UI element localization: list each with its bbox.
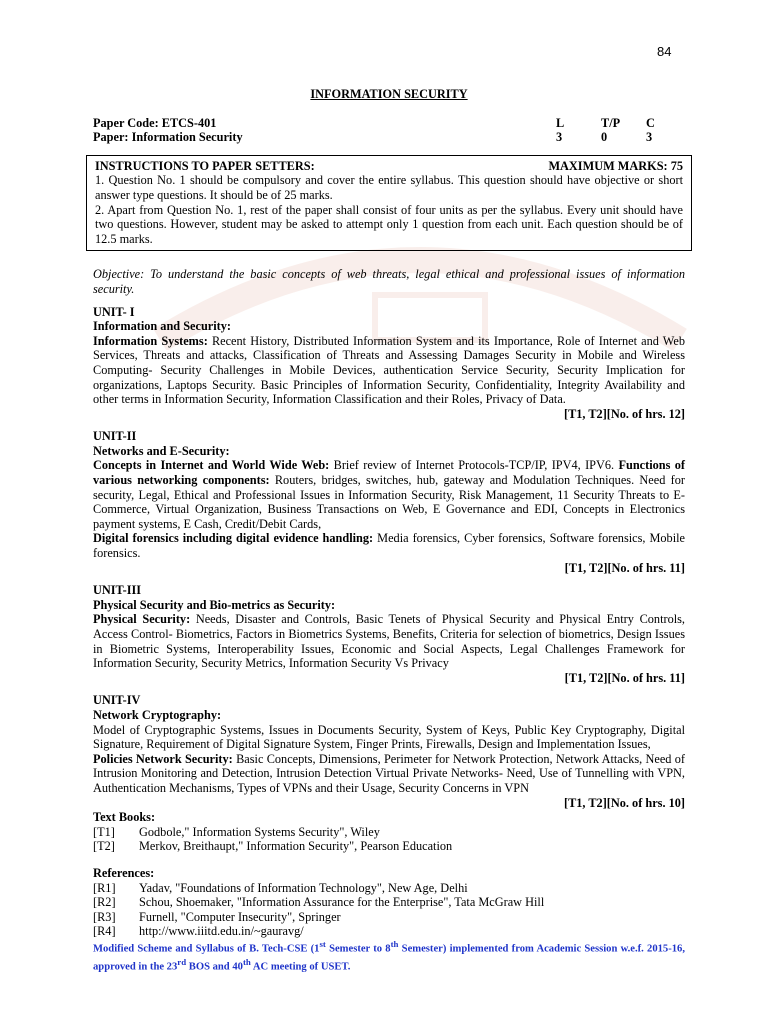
footer-sup: st [319,939,326,949]
syllabus-content [93,87,685,939]
footer-text: BOS and 40 [186,961,243,973]
col-header-l: L [556,115,565,130]
unit-3-hours: [T1, T2][No. of hrs. 11] [564,670,685,685]
reference-item [93,895,685,910]
page-number: 84 [657,44,672,59]
instruction-item: 1. Question No. 1 should be compulsory and cover the entire syllabus. This question should have objective or short answer type questions. It should be of 25 marks. [95,173,683,202]
reference-code: [R1] [93,880,116,895]
col-value-l: 3 [556,130,563,145]
unit-2-hours: [T1, T2][No. of hrs. 11] [564,560,685,575]
objective: Objective: To understand the basic concepts of web threats, legal ethical and professional issues of information security. [93,267,685,296]
unit-1-topic-text: Recent History, Distributed Information System and its Importance, Role of Internet and Web Services, Threats and attacks, Classification of Threats and Assessing Damages Security in Mobile and Wireless Computing- Security Challenges in Mobile Devices, authentication Service Security, Security Implication for organizations, Laptops Security. Basic Principles of Information Security, Confidentiality, Integrity Availability and other terms in Information Security, Information Classification and their Roles, Privacy of Data. [93,333,686,407]
reference-item [93,924,685,939]
reference-code: [R3] [93,909,116,924]
unit-4-policies-label: Policies Network Security: [93,751,233,766]
unit-1-heading: UNIT- I [93,304,135,319]
col-value-tp: 0 [601,130,608,145]
footer-text: AC meeting of USET. [250,961,351,973]
unit-4-paragraph-2 [93,752,685,796]
unit-2-topic-text: Brief review of Internet Protocols-TCP/IP, IPV4, IPV6. [329,458,619,473]
paper-code-row [93,116,685,131]
text-book-code: [T1] [93,824,115,839]
reference-code: [R4] [93,924,116,939]
footer-sup: th [242,956,251,967]
text-book-item [93,839,685,854]
unit-4-subheading: Network Cryptography: [93,707,222,722]
text-book-title: Godbole," Information Systems Security", Wiley [139,824,380,839]
paper-name: Paper: Information Security [93,130,243,145]
max-marks: MAXIMUM MARKS: 75 [548,158,683,173]
instruction-item: 2. Apart from Question No. 1, rest of the paper shall consist of four units as per the syllabus. Every unit should have two questions. However, student may be asked to attempt only 1 question from each unit. Each question should be of 12.5 marks. [95,202,683,246]
unit-2-topic-text-2: Routers, bridges, switches, hub, gateway and Modulation Techniques. Need for security, Legal, Ethical and Professional Issues in Information Security, Risk Management, 11 Security Threats to E-Commerce, Virtual Organization, Business Transactions on Web, E Governance and EDI, Concepts in Electronics payment systems, E Cash, Credit/Debit Cards, [93,473,685,531]
unit-3-subheading: Physical Security and Bio-metrics as Security: [93,597,336,612]
unit-2-forensics-label: Digital forensics including digital evidence handling: [93,531,374,546]
instructions-heading: INSTRUCTIONS TO PAPER SETTERS: [95,158,315,173]
footer-sup: th [390,939,399,949]
document-title: INFORMATION SECURITY [310,87,468,101]
footer-text: Semester to 8 [325,943,391,955]
reference-title: Yadav, "Foundations of Information Technology", New Age, Delhi [139,880,468,895]
text-books-heading: Text Books: [93,810,156,825]
reference-item [93,910,685,925]
instructions-box [86,155,692,252]
unit-1-hours: [T1, T2][No. of hrs. 12] [563,406,685,421]
unit-2-topic-label-2: Functions of various networking components: [93,458,685,488]
unit-3-heading: UNIT-III [93,583,142,598]
unit-3-topic-label: Physical Security: [93,612,191,627]
text-book-title: Merkov, Breithaupt," Information Security", Pearson Education [139,839,453,854]
unit-2-subheading: Networks and E-Security: [93,443,230,458]
col-header-tp: T/P [601,115,621,130]
unit-4-heading: UNIT-IV [93,693,141,708]
paper-name-row [93,130,685,145]
footer-text: Semester) implemented from Academic Session w.e.f. 2015-16, approved in the 23 [93,943,685,973]
unit-2-paragraph [93,458,685,531]
references-heading: References: [93,865,155,880]
unit-1-topic-label: Information Systems: [93,333,208,348]
paper-code: Paper Code: ETCS-401 [93,115,217,130]
text-book-code: [T2] [93,839,115,854]
text-book-item [93,825,685,840]
reference-link[interactable]: http://www.iiitd.edu.in/~gauravg/ [139,924,304,939]
unit-2-topic-label: Concepts in Internet and World Wide Web: [93,458,330,473]
col-header-c: C [646,115,655,130]
unit-4-paragraph: Model of Cryptographic Systems, Issues in Documents Security, System of Keys, Public Key Cryptography, Digital Signature, Requirement of Digital Signature System, Finger Prints, Firewalls, Design and Implementation Issues, [93,722,685,752]
unit-2-heading: UNIT-II [93,429,137,444]
col-value-c: 3 [646,130,653,145]
unit-2-paragraph-2 [93,531,685,560]
instructions-header [95,159,683,174]
unit-4-policies-text: Basic Concepts, Dimensions, Perimeter for Network Protection, Network Attacks, Need of Intrusion Monitoring and Detection, Intrusion Detection Virtual Private Networks- Need, Use of Tunnelling with VPN, Authentication Mechanisms, Types of VPNs and their Usage, Security Concerns in VPN [93,751,686,795]
footer-note [93,938,685,973]
unit-4-hours: [T1, T2][No. of hrs. 10] [563,795,685,810]
reference-item [93,881,685,896]
unit-1-subheading: Information and Security: [93,319,231,334]
unit-2-forensics-text: Media forensics, Cyber forensics, Software forensics, Mobile forensics. [93,531,686,561]
unit-3-topic-text: Needs, Disaster and Controls, Basic Tenets of Physical Security and Physical Entry Controls, Access Control- Biometrics, Factors in Biometrics Systems, Benefits, Criteria for selection of biometrics, Design Issues in Biometric Systems, Interoperability Issues, Economic and Social Aspects, Legal Challenges Framework for Information Security, Security Metrics, Information Security Vs Privacy [93,612,686,671]
unit-3-paragraph [93,612,685,670]
reference-title: Schou, Shoemaker, "Information Assurance for the Enterprise", Tata McGraw Hill [139,895,545,910]
footer-text: Modified Scheme and Syllabus of B. Tech-CSE (1 [93,943,320,955]
reference-title: Furnell, "Computer Insecurity", Springer [139,909,341,924]
footer-sup: rd [177,956,187,967]
unit-1-paragraph [93,334,685,407]
reference-code: [R2] [93,895,116,910]
